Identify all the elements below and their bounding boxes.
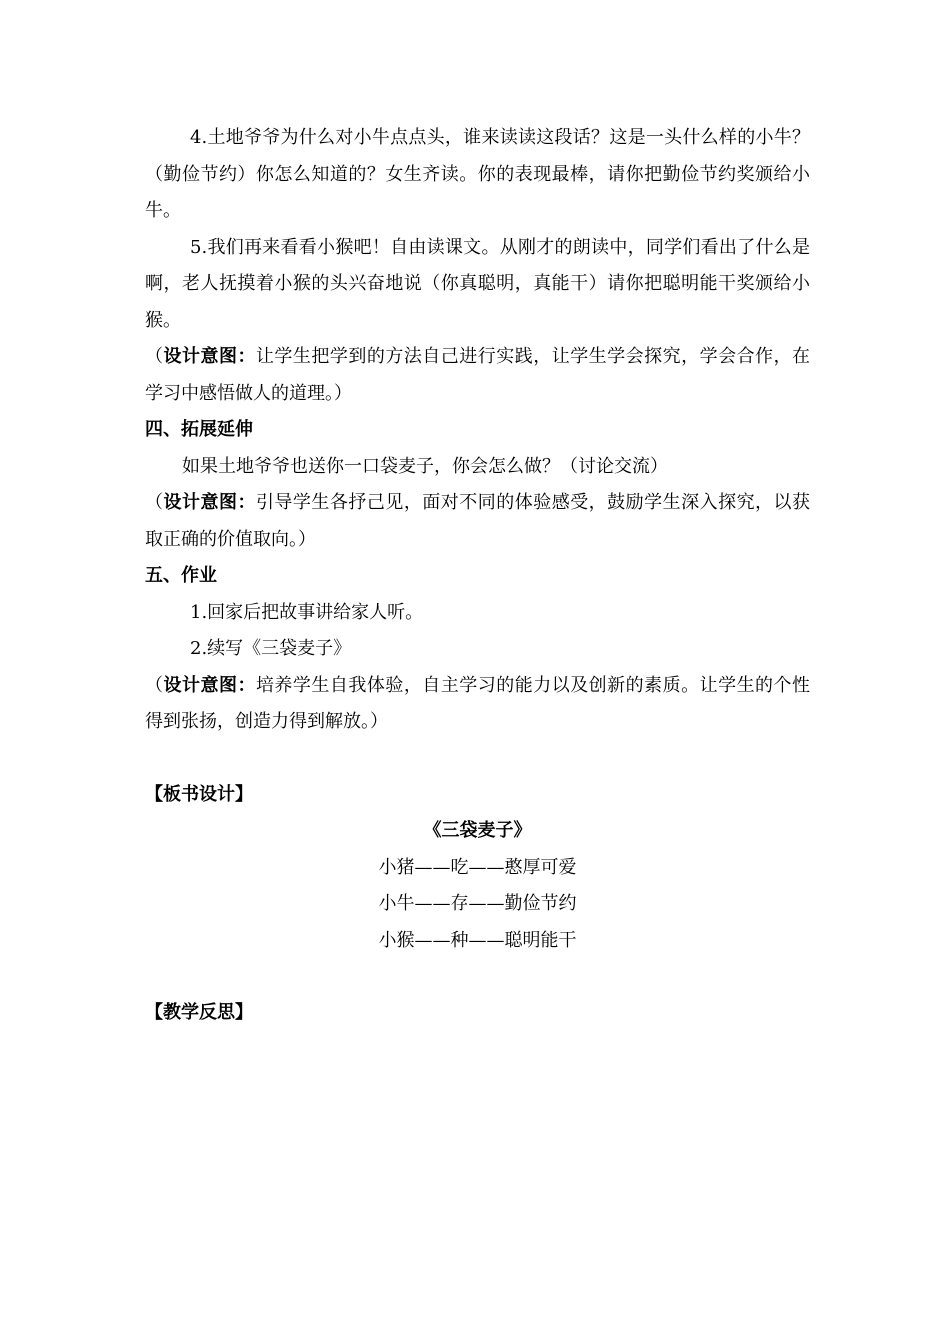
intent-open-paren: （ [145,492,164,513]
intent-text: 让学生把学到的方法自己进行实践，让学生学会探究，学会合作，在学习中感悟做人的道理。） [145,346,811,404]
paragraph-step-4: 4.土地爷爷为什么对小牛点点头，谁来读读这段话？这是一头什么样的小牛？（勤俭节约）你怎么知道的？女生齐读。你的表现最棒，请你把勤俭节约奖颁给小牛。 [145,127,810,221]
homework-item-1: 1.回家后把故事讲给家人听。 [190,601,424,623]
intent-label: 设计意图： [163,492,256,513]
intent-label: 设计意图： [163,674,256,696]
paragraph-extension: 如果土地爷爷也送你一口袋麦子，你会怎么做？（讨论交流） [182,455,668,477]
intent-open-paren: （ [145,346,164,367]
spacer [145,959,810,995]
design-intent-4 [145,485,810,558]
intent-text: 培养学生自我体验，自主学习的能力以及创新的素质。让学生的个性得到张扬，创造力得到解放。） [145,674,811,732]
board-line-pig: 小猪——吃——憨厚可爱 [378,856,577,878]
intent-label: 设计意图： [163,346,256,367]
heading-homework: 五、作业 [145,565,217,586]
document-body [145,120,810,1032]
board-line-cow: 小牛——存——勤俭节约 [378,893,577,914]
heading-teaching-reflection: 【教学反思】 [145,1002,253,1023]
heading-extension: 四、拓展延伸 [145,419,253,440]
design-intent-5 [145,668,810,741]
spacer [145,741,810,777]
board-title: 《三袋麦子》 [423,820,532,841]
heading-board-design: 【板书设计】 [145,783,253,805]
intent-open-paren: （ [145,674,164,696]
paragraph-step-5: 5.我们再来看看小猴吧！自由读课文。从刚才的朗读中，同学们看出了什么是啊，老人抚摸着小猴的头兴奋地说（你真聪明，真能干）请你把聪明能干奖颁给小猴。 [145,236,810,331]
design-intent-3 [145,339,810,412]
intent-text: 引导学生各抒己见，面对不同的体验感受，鼓励学生深入探究，以获取正确的价值取向。） [145,492,811,550]
homework-item-2: 2.续写《三袋麦子》 [190,638,352,659]
board-line-monkey: 小猴——种——聪明能干 [378,929,577,951]
